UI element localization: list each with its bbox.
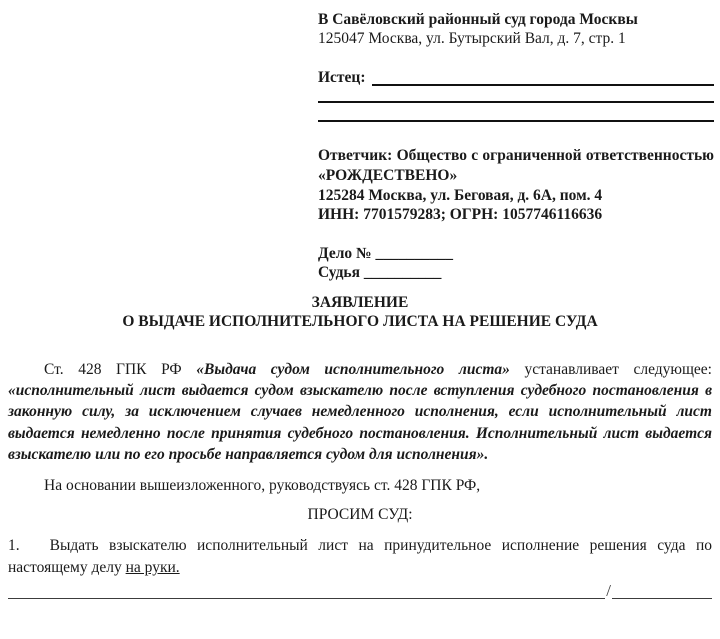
request-item-1 xyxy=(8,535,712,579)
defendant-ids: ИНН: 7701579283; ОГРН: 1057746116636 xyxy=(318,206,603,223)
defendant-label: Ответчик: xyxy=(318,147,397,164)
conclusion-paragraph: На основании вышеизложенного, руководствуясь ст. 428 ГПК РФ, xyxy=(44,477,481,495)
article-reference-continued: устанавливает следующее: xyxy=(509,361,712,378)
signature-line xyxy=(8,598,605,599)
defendant-name: Общество с ограниченной ответственностью «РОЖДЕСТВЕНО» xyxy=(318,147,714,184)
request-heading: ПРОСИМ СУД: xyxy=(307,506,413,524)
plaintiff-blank-line xyxy=(318,101,714,103)
statute-quote: «исполнительный лист выдается судом взыскателю после вступления судебного постановления в законную силу, за исключением случаев немедленного исполнения, если исполнительный лист выдается немедленно после принятия судебного постановления. Исполнительный лист выдается взыскателю или по его просьбе направляется судом для исполнения». xyxy=(8,382,712,463)
item-underlined-text: на руки. xyxy=(125,559,180,577)
case-number-blank: __________ xyxy=(375,245,454,262)
judge-name-blank: __________ xyxy=(363,264,442,281)
title-line-2: О ВЫДАЧЕ ИСПОЛНИТЕЛЬНОГО ЛИСТА НА РЕШЕНИЕ СУДА xyxy=(122,312,598,330)
item-number: 1. xyxy=(8,537,20,555)
judge-row xyxy=(318,263,714,282)
court-name: В Савёловский районный суд города Москвы xyxy=(318,11,638,28)
judge-label: Судья xyxy=(318,264,364,281)
court-address: 125047 Москва, ул. Бутырский Вал, д. 7, стр. 1 xyxy=(318,30,626,47)
plaintiff-label: Истец: xyxy=(318,69,366,86)
header-block xyxy=(318,10,714,282)
defendant-address: 125284 Москва, ул. Беговая, д. 6А, пом. 4 xyxy=(318,187,603,204)
article-reference: Ст. 428 ГПК РФ xyxy=(44,361,197,378)
document-title xyxy=(8,294,712,331)
plaintiff-row xyxy=(318,68,714,88)
signature-row xyxy=(8,583,712,599)
article-title-quote: «Выдача судом исполнительного листа» xyxy=(196,361,510,378)
item-text: Выдать взыскателю исполнительный лист на принудительное исполнение решения суда по настоящему делу xyxy=(8,537,712,577)
defendant-paragraph xyxy=(318,146,714,186)
signature-slash: / xyxy=(606,581,611,601)
legal-basis-paragraph xyxy=(8,359,712,465)
plaintiff-fill-line xyxy=(372,84,714,86)
case-label: Дело № xyxy=(318,245,376,262)
title-line-1: ЗАЯВЛЕНИЕ xyxy=(311,294,409,311)
plaintiff-blank-line xyxy=(318,120,714,122)
signature-name-line xyxy=(612,598,712,599)
case-number-row xyxy=(318,244,714,263)
